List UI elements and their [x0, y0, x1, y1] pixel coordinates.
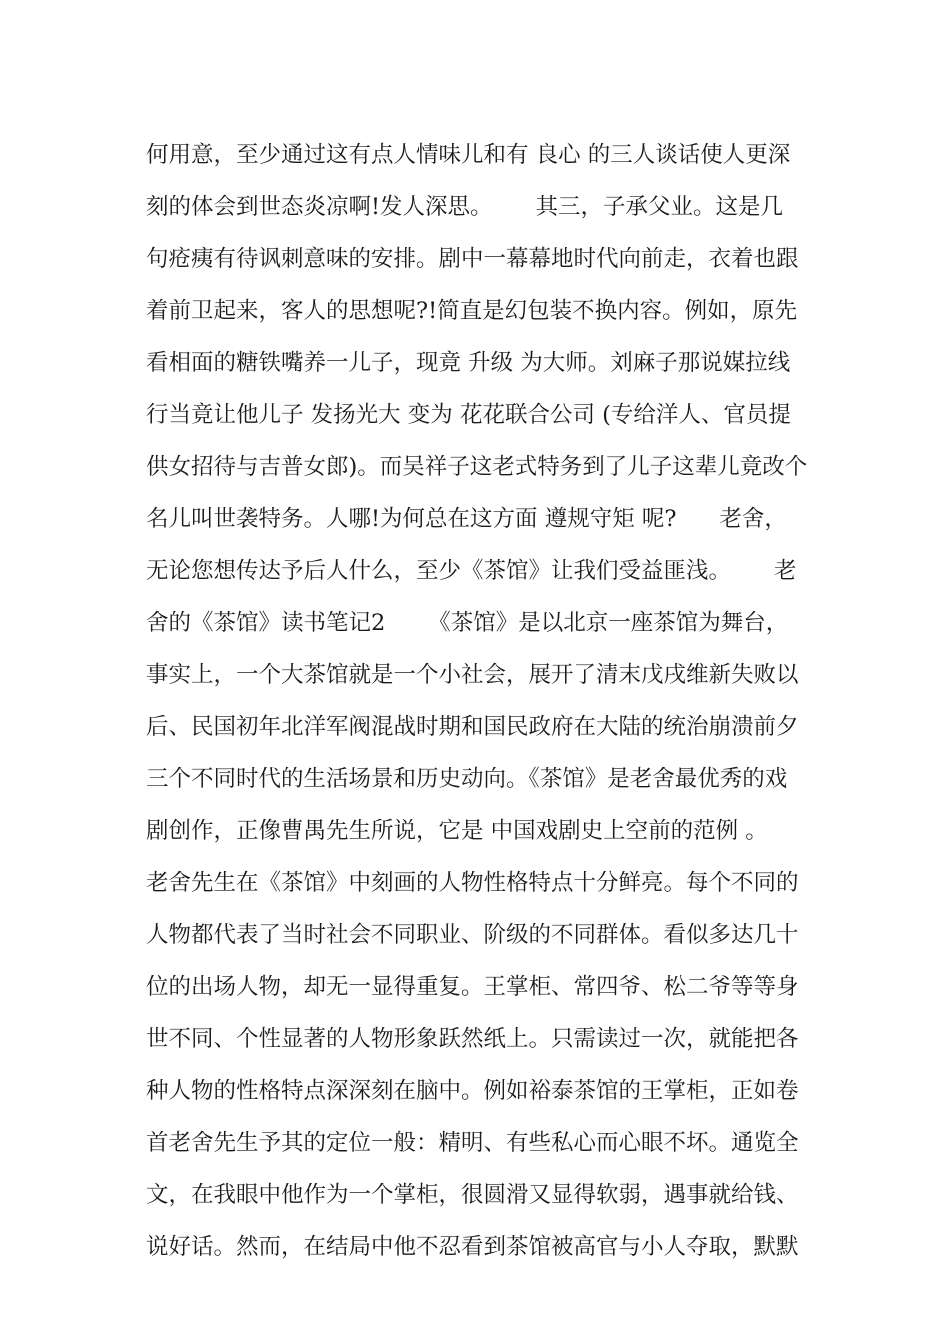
text-line: 句疮痍有待讽刺意味的安排。剧中一幕幕地时代向前走，衣着也跟 — [146, 246, 799, 272]
text-line: 文，在我眼中他作为一个掌柜，很圆滑又显得软弱，遇事就给钱、 — [146, 1182, 799, 1208]
text-line: 看相面的糖铁嘴养一儿子，现竟 升级 为大师。刘麻子那说媒拉线 — [146, 350, 791, 376]
text-line: 舍的《茶馆》读书笔记2 《茶馆》是以北京一座茶馆为舞台， — [146, 610, 789, 636]
text-line: 何用意，至少通过这有点人情味儿和有 良心 的三人谈话使人更深 — [146, 142, 791, 168]
text-line: 行当竟让他儿子 发扬光大 变为 花花联合公司 (专给洋人、官员提 — [146, 402, 791, 428]
body-text — [146, 129, 811, 1273]
text-line: 剧创作，正像曹禺先生所说，它是 中国戏剧史上空前的范例 。 — [146, 818, 768, 844]
text-line: 刻的体会到世态炎凉啊!发人深思。 其三，子承父业。这是几 — [146, 194, 783, 220]
text-line: 后、民国初年北洋军阀混战时期和国民政府在大陆的统治崩溃前夕 — [146, 714, 799, 740]
text-line: 位的出场人物，却无一显得重复。王掌柜、常四爷、松二爷等等身 — [146, 974, 799, 1000]
text-line: 人物都代表了当时社会不同职业、阶级的不同群体。看似多达几十 — [146, 922, 799, 948]
text-line: 事实上，一个大茶馆就是一个小社会，展开了清末戊戌维新失败以 — [146, 662, 799, 688]
text-line: 供女招待与吉普女郎)。而吴祥子这老式特务到了儿子这辈儿竟改个 — [146, 454, 808, 480]
text-line: 三个不同时代的生活场景和历史动向。《茶馆》是老舍最优秀的戏 — [146, 766, 788, 792]
text-line: 说好话。然而，在结局中他不忍看到茶馆被高官与小人夺取，默默 — [146, 1234, 799, 1260]
text-line: 首老舍先生予其的定位一般：精明、有些私心而心眼不坏。通览全 — [146, 1130, 799, 1156]
text-line: 老舍先生在《茶馆》中刻画的人物性格特点十分鲜亮。每个不同的 — [146, 870, 799, 896]
text-line: 世不同、个性显著的人物形象跃然纸上。只需读过一次，就能把各 — [146, 1026, 799, 1052]
text-line: 无论您想传达予后人什么，至少《茶馆》让我们受益匪浅。 老 — [146, 558, 797, 584]
text-line: 着前卫起来，客人的思想呢?!简直是幻包装不换内容。例如，原先 — [146, 298, 798, 324]
text-line: 种人物的性格特点深深刻在脑中。例如裕泰茶馆的王掌柜，正如卷 — [146, 1078, 799, 1104]
text-line: 名儿叫世袭特务。人哪!为何总在这方面 遵规守矩 呢? 老舍， — [146, 506, 787, 532]
